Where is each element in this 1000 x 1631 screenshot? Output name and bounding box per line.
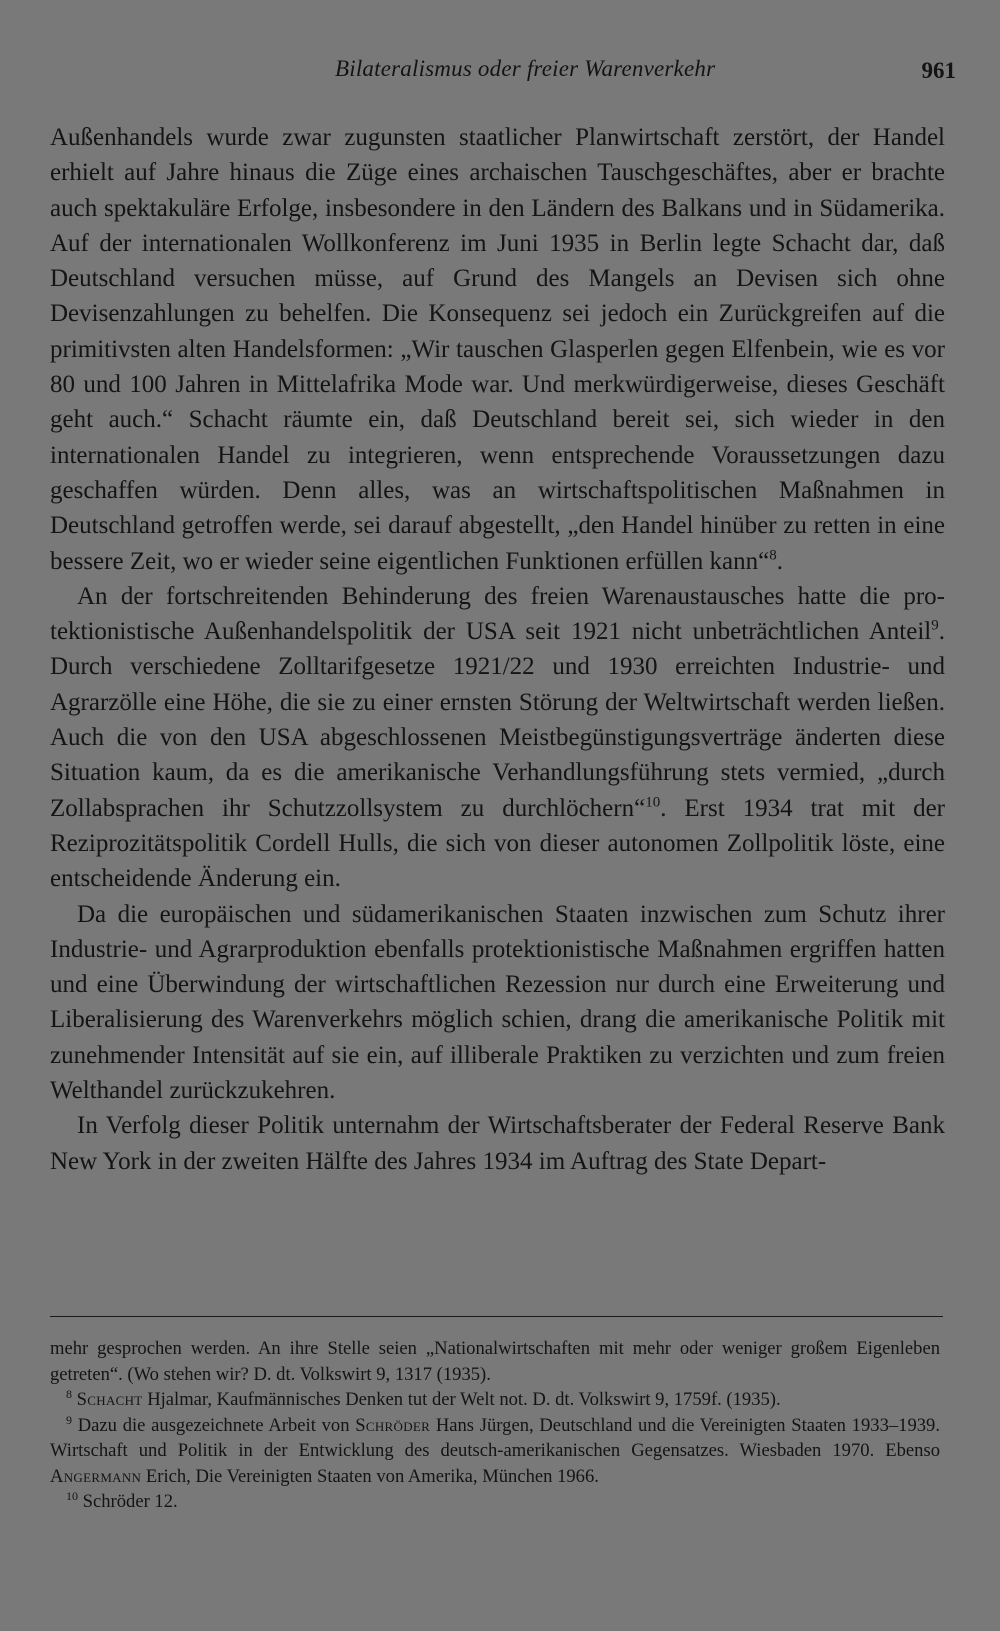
author-name: Angermann bbox=[50, 1465, 142, 1487]
running-title: Bilateralismus oder freier Warenverkehr bbox=[335, 56, 716, 81]
text-run: . Durch verschiedene Zolltarifgesetze 1921/22 und 1930 erreichten Industrie- und Agrarzölle eine Höhe, die sie zu einer ernsten Störung der Weltwirtschaft werden ließen. Auch die von den USA abgeschlossenen Meistbegünstigungsverträge änderten diese Situation kaum, da es die amerikanische Verhandlungsführung stets vermied, „durch Zollabsprachen ihr Schutzzollsystem zu durchlöchern“ bbox=[50, 618, 945, 822]
text-run: Schröder 12. bbox=[78, 1491, 178, 1512]
text-run: Außenhandels wurde zwar zugunsten staatlicher Planwirtschaft zerstört, der Handel erhielt auf Jahre hinaus die Züge eines archaischen Tauschgeschäftes, aber er brachte auch spektakuläre Erfolge, insbesondere in den Ländern des Balkans und in Südamerika. Auf der internationalen Wollkonferenz im Juni 1935 in Berlin legte Schacht dar, daß Deutschland versuchen müsse, auf Grund des Mangels an Devisen sich ohne Devisenzahlungen zu behelfen. Die Konsequenz sei jedoch ein Zurückgreifen auf die primitivsten alten Handelsformen: „Wir tauschen Glasperlen gegen Elfenbein, wie es vor 80 und 100 Jahren in Mittelafrika Mode war. Und merkwürdigerweise, dieses Geschäft geht auch.“ Schacht räumte ein, daß Deutschland bereit sei, sich wieder in den internationalen Handel zu integrieren, wenn entsprechende Voraussetzungen dazu geschaffen würden. Denn alles, was an wirtschaftspolitischen Maßnahmen in Deutschland getroffen werde, sei darauf abgestellt, „den Handel hinüber zu retten in eine bessere Zeit, wo er wieder seine eigentlichen Funktionen erfüllen kann“ bbox=[50, 124, 945, 575]
footnote-separator bbox=[50, 1316, 943, 1317]
running-head bbox=[50, 52, 956, 86]
text-run: Hjalmar, Kaufmännisches Denken tut der Welt not. D. dt. Volkswirt 9, 1759f. (1935). bbox=[142, 1389, 781, 1410]
footnote bbox=[50, 1413, 940, 1490]
footnote-marker: 9 bbox=[66, 1412, 72, 1427]
paragraph bbox=[50, 897, 945, 1109]
text-run: Hans Jürgen, Deutschland und die Vereinigten Staaten 1933–1939. Wirtschaft und Politik in der Entwicklung des deutsch-amerikanischen Gegensatzes. Wiesbaden 1970. Ebenso bbox=[50, 1414, 941, 1461]
footnote-marker: 8 bbox=[66, 1386, 72, 1401]
text-run: Dazu die ausgezeichnete Arbeit von bbox=[72, 1414, 356, 1436]
text-run: mehr gesprochen werden. An ihre Stelle seien „Nationalwirtschaften mit mehr oder weniger großem Eigenleben getreten“. (Wo stehen wir? D. dt. Volkswirt 9, 1317 (1935). bbox=[50, 1338, 940, 1385]
footnotes bbox=[50, 1336, 940, 1515]
footnote bbox=[50, 1336, 940, 1387]
text-run: Erich, Die Vereinigten Staaten von Amerika, München 1966. bbox=[141, 1465, 599, 1487]
paragraph bbox=[50, 1108, 945, 1179]
paragraph bbox=[50, 120, 945, 579]
footnote-marker: 9 bbox=[931, 617, 939, 634]
paragraph bbox=[50, 579, 945, 897]
text-run: Da die europäischen und südamerikanischen Staaten inzwischen zum Schutz ihrer Industrie- und Agrarproduktion ebenfalls protektionistische Maßnahmen ergriffen hatten und eine Überwindung der wirtschaftlichen Rezession nur durch eine Erweiterung und Liberalisierung des Warenverkehrs möglich schien, drang die amerikanische Politik mit zunehmender Intensität auf sie ein, auf illiberale Praktiken zu verzichten und zum freien Welthandel zurückzukehren. bbox=[50, 900, 945, 1105]
text-run: . bbox=[776, 547, 783, 575]
footnote-marker: 8 bbox=[769, 547, 777, 564]
text-run: . Erst 1934 trat mit der Reziprozitätspolitik Cordell Hulls, die sich von dieser autonomen Zollpolitik löste, eine entscheidende Änderung ein. bbox=[50, 794, 946, 893]
body-text bbox=[50, 120, 945, 1179]
page-number: 961 bbox=[921, 58, 956, 83]
footnote-marker: 10 bbox=[66, 1488, 78, 1503]
footnote bbox=[50, 1489, 940, 1515]
footnote-marker: 10 bbox=[645, 794, 661, 811]
text-run: An der fortschreitenden Behinderung des freien Warenaustausches hatte die protektionistische Außenhandelspolitik der USA seit 1921 nicht unbeträchtlichen Anteil bbox=[50, 582, 945, 646]
author-name: Schröder bbox=[355, 1414, 431, 1436]
footnote bbox=[50, 1387, 940, 1413]
text-run: In Verfolg dieser Politik unternahm der Wirtschaftsberater der Federal Reserve Bank New York in der zweiten Hälfte des Jahres 1934 im Auftrag des State Depart- bbox=[50, 1112, 945, 1175]
author-name: Schacht bbox=[76, 1389, 143, 1410]
